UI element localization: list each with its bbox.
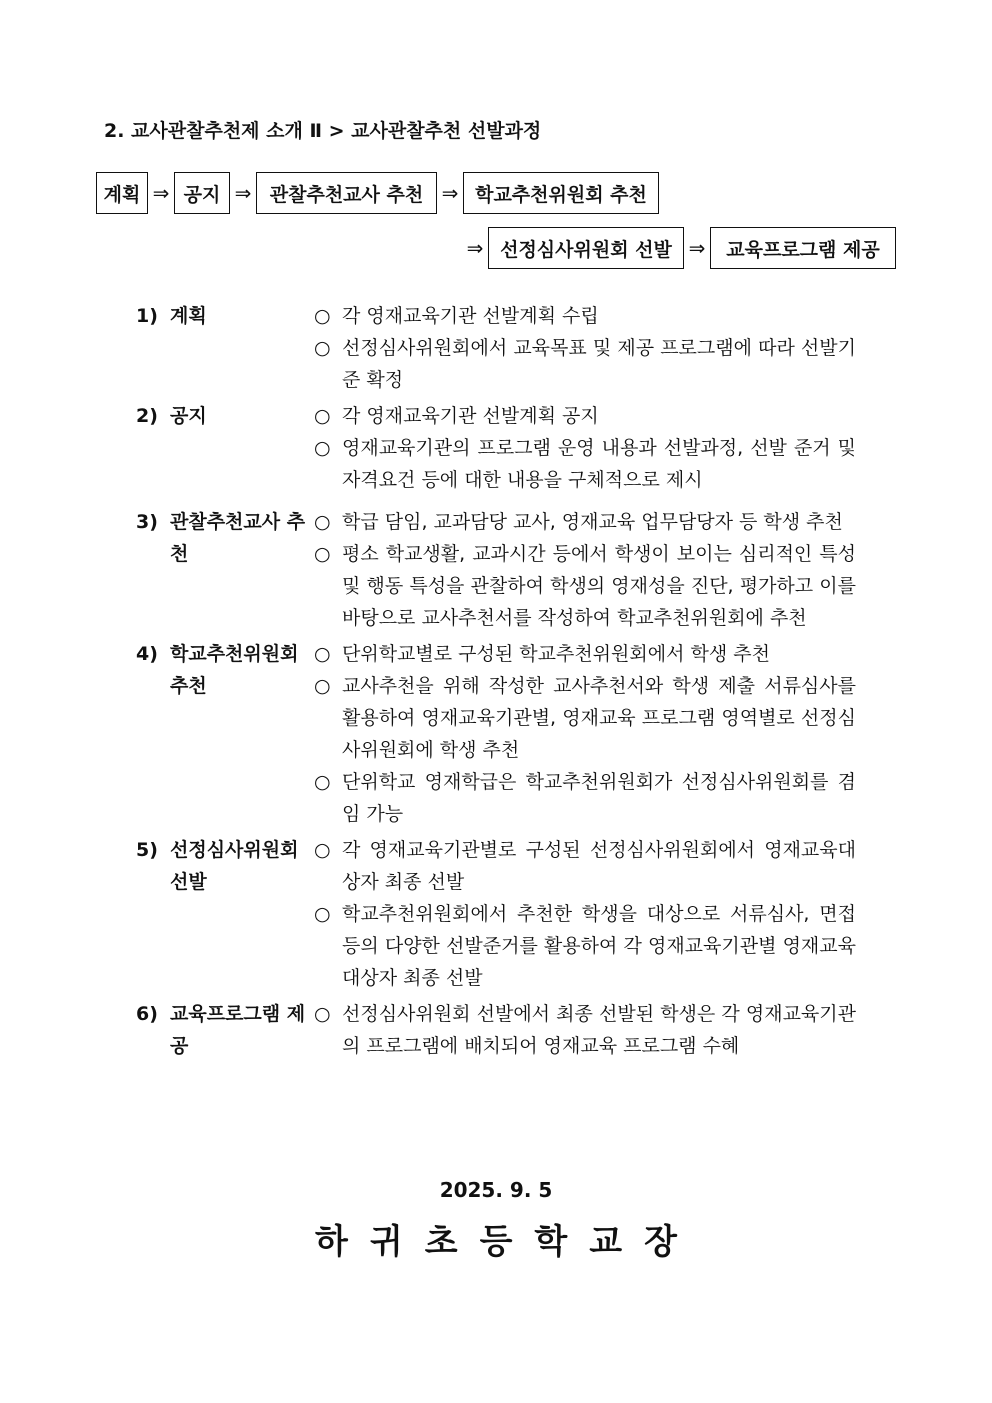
item-number: 1): [136, 305, 158, 327]
item-point: 선정심사위원회에서 교육목표 및 제공 프로그램에 따라 선발기준 확정: [342, 337, 856, 391]
flow-step-teacher-recommend: 관찰추천교사 추천: [256, 172, 437, 214]
flow-row-1: [96, 172, 659, 214]
item-title: 선정심사위원회 선발: [170, 839, 299, 893]
flow-step-notice: 공지: [174, 172, 230, 214]
circle-bullet-icon: ○: [314, 1003, 331, 1025]
signer-name: 하귀초등학교장: [315, 1222, 699, 1262]
process-items: [136, 300, 856, 1066]
item-title: 학교추천위원회 추천: [170, 643, 299, 697]
item-title: 교육프로그램 제공: [170, 1003, 306, 1057]
flow-arrow-icon: ⇒: [234, 181, 252, 205]
item-title: 공지: [170, 405, 207, 427]
circle-bullet-icon: ○: [314, 643, 331, 665]
flow-step-program: 교육프로그램 제공: [710, 227, 896, 269]
flow-arrow-icon: ⇒: [152, 181, 170, 205]
item-number: 2): [136, 405, 158, 427]
process-item: [136, 998, 856, 1062]
item-point: 각 영재교육기관별로 구성된 선정심사위원회에서 영재교육대상자 최종 선발: [342, 839, 856, 893]
item-point: 각 영재교육기관 선발계획 공지: [342, 405, 599, 427]
circle-bullet-icon: ○: [314, 903, 331, 925]
circle-bullet-icon: ○: [314, 543, 331, 565]
flow-step-school-committee: 학교추천위원회 추천: [463, 172, 659, 214]
circle-bullet-icon: ○: [314, 839, 331, 861]
circle-bullet-icon: ○: [314, 305, 331, 327]
process-item: [136, 638, 856, 830]
circle-bullet-icon: ○: [314, 675, 331, 697]
item-point: 단위학교 영재학급은 학교추천위원회가 선정심사위원회를 겸임 가능: [342, 771, 856, 825]
item-number: 5): [136, 839, 158, 861]
item-point: 선정심사위원회 선발에서 최종 선발된 학생은 각 영재교육기관의 프로그램에 배치되어 영재교육 프로그램 수혜: [342, 1003, 856, 1057]
flow-row-2: [462, 227, 896, 269]
circle-bullet-icon: ○: [314, 771, 331, 793]
item-title: 계획: [170, 305, 207, 327]
process-item: [136, 400, 856, 496]
item-point: 평소 학교생활, 교과시간 등에서 학생이 보이는 심리적인 특성 및 행동 특성을 관찰하여 학생의 영재성을 진단, 평가하고 이를 바탕으로 교사추천서를 작성하여 학교추천위원회에 추천: [342, 543, 856, 629]
flow-step-plan: 계획: [96, 172, 148, 214]
item-point: 영재교육기관의 프로그램 운영 내용과 선발과정, 선발 준거 및 자격요건 등에 대한 내용을 구체적으로 제시: [342, 437, 856, 491]
process-item: [136, 506, 856, 634]
item-number: 4): [136, 643, 158, 665]
item-point: 교사추천을 위해 작성한 교사추천서와 학생 제출 서류심사를 활용하여 영재교육기관별, 영재교육 프로그램 영역별로 선정심사위원회에 학생 추천: [342, 675, 856, 761]
flow-arrow-icon: ⇒: [466, 236, 484, 260]
item-point: 단위학교별로 구성된 학교추천위원회에서 학생 추천: [342, 643, 770, 665]
flow-arrow-icon: ⇒: [688, 236, 706, 260]
process-item: [136, 834, 856, 994]
item-number: 3): [136, 511, 158, 533]
item-title: 관찰추천교사 추천: [170, 511, 306, 565]
item-number: 6): [136, 1003, 158, 1025]
item-point: 학교추천위원회에서 추천한 학생을 대상으로 서류심사, 면접 등의 다양한 선발준거를 활용하여 각 영재교육기관별 영재교육대상자 최종 선발: [342, 903, 856, 989]
item-point: 학급 담임, 교과담당 교사, 영재교육 업무담당자 등 학생 추천: [342, 511, 843, 533]
circle-bullet-icon: ○: [314, 405, 331, 427]
item-point: 각 영재교육기관 선발계획 수립: [342, 305, 599, 327]
circle-bullet-icon: ○: [314, 337, 331, 359]
process-item: [136, 300, 856, 396]
page-heading: 2. 교사관찰추천제 소개 Ⅱ > 교사관찰추천 선발과정: [104, 120, 542, 142]
circle-bullet-icon: ○: [314, 511, 331, 533]
flow-step-selection-committee: 선정심사위원회 선발: [488, 227, 684, 269]
document-date: 2025. 9. 5: [439, 1178, 553, 1202]
circle-bullet-icon: ○: [314, 437, 331, 459]
flow-arrow-icon: ⇒: [441, 181, 459, 205]
